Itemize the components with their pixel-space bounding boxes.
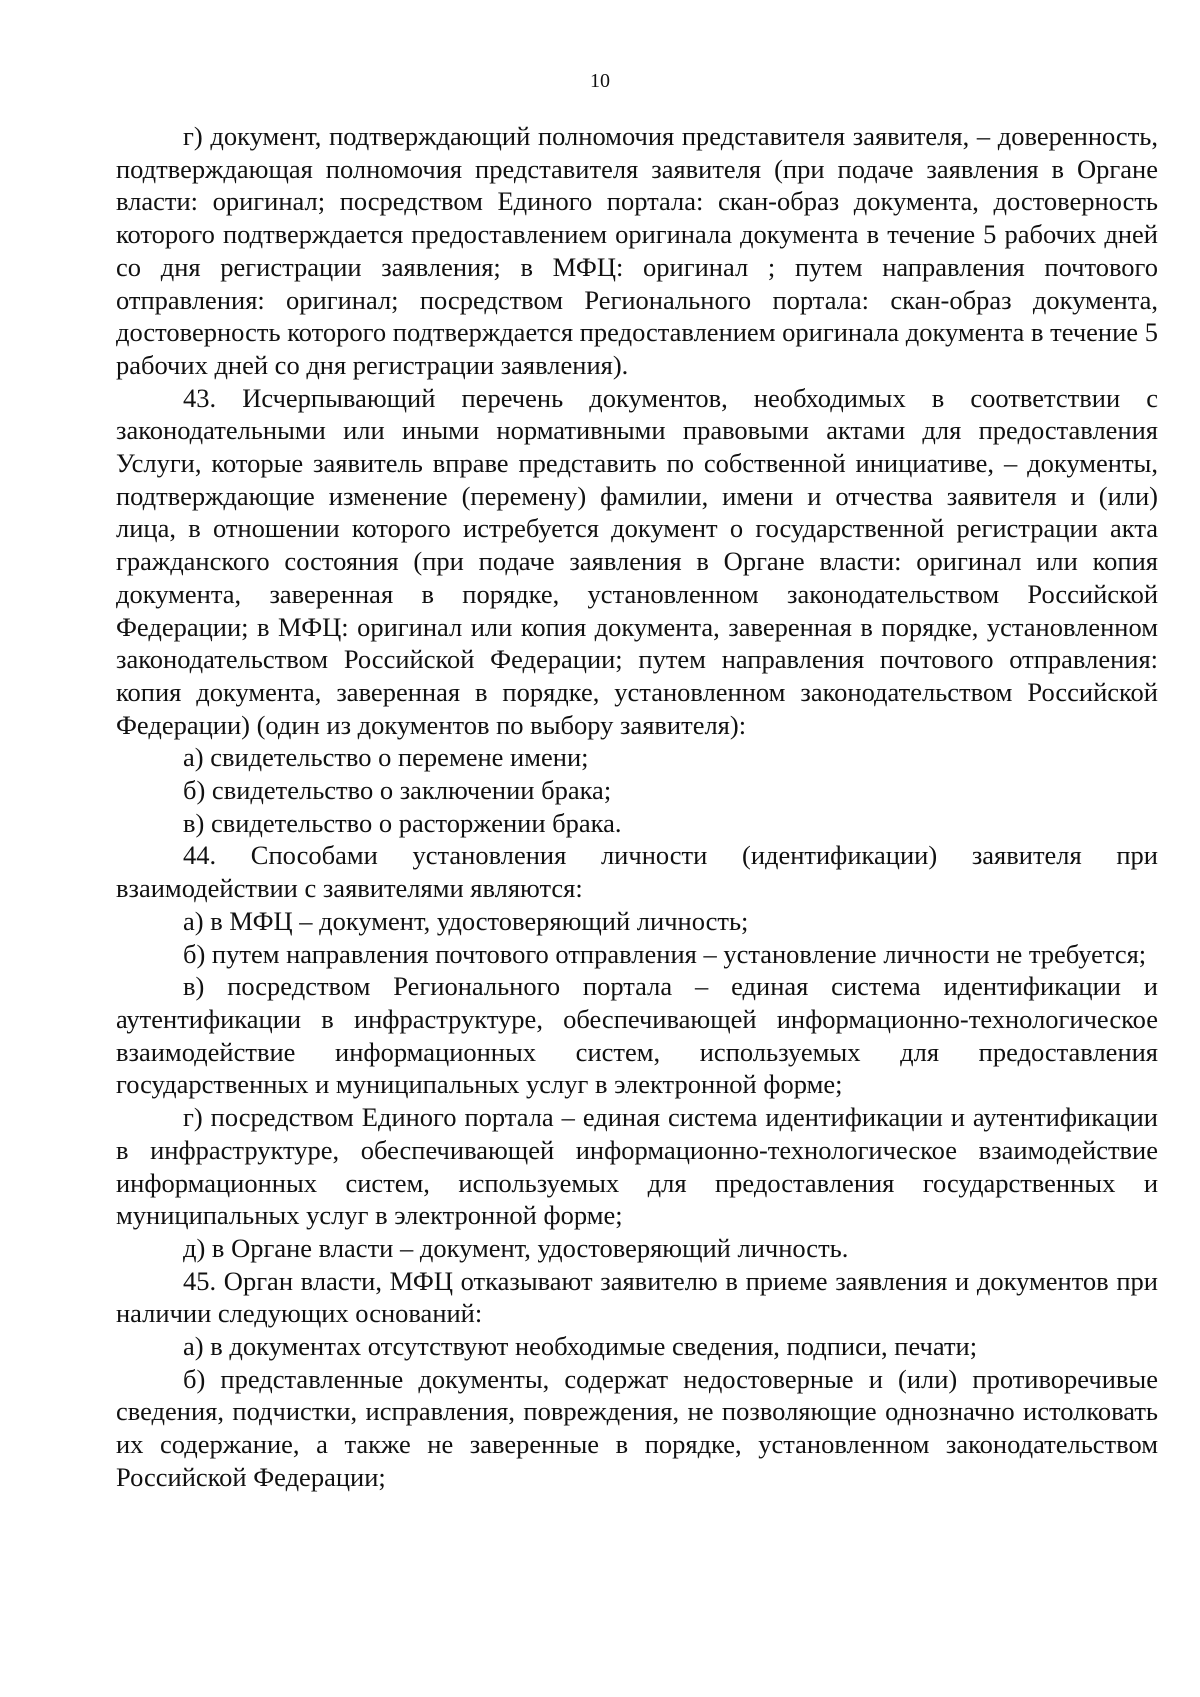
paragraph-43-documents-list: 43. Исчерпывающий перечень документов, необходимых в соответствии с законодательными или иными нормативными правовыми актами для предоставления Услуги, которые заявитель вправе представить по собственной инициативе, – документы, подтверждающие изменение (перемену) фамилии, имени и отчества заявителя и (или) лица, в отношении которого истребуется документ о государственной регистрации акта гражданского состояния (при подаче заявления в Органе власти: оригинал или копия документа, заверенная в порядке, установленном законодательством Российской Федерации; в МФЦ: оригинал или копия документа, заверенная в порядке, установленном законодательством Российской Федерации; путем направления почтового отправления: копия документа, заверенная в порядке, установленном законодательством Российской Федерации) (один из документов по выбору заявителя):	[116, 382, 1158, 740]
document-body	[116, 120, 1158, 1494]
list-item-missing-information: а) в документах отсутствуют необходимые сведения, подписи, печати;	[183, 1331, 978, 1362]
page-number: 10	[590, 70, 610, 92]
list-item-unified-portal-identification: г) посредством Единого портала – единая система идентификации и аутентификации в инфраструктуре, обеспечивающей информационно-технологическое взаимодействие информационных систем, используемых для предоставления государственных и муниципальных услуг в электронной форме;	[116, 1102, 1158, 1231]
list-item-name-change-certificate: а) свидетельство о перемене имени;	[183, 742, 589, 773]
paragraph-44-identification-methods: 44. Способами установления личности (идентификации) заявителя при взаимодействии с заявителями являются:	[116, 840, 1158, 904]
list-item-invalid-information: б) представленные документы, содержат недостоверные и (или) противоречивые сведения, подчистки, исправления, повреждения, не позволяющие однозначно истолковать их содержание, а также не заверенные в порядке, установленном законодательством Российской Федерации;	[116, 1363, 1158, 1492]
list-item-authority-identification: д) в Органе власти – документ, удостоверяющий личность.	[183, 1232, 849, 1263]
list-item-mfc-identification: а) в МФЦ – документ, удостоверяющий личность;	[183, 905, 749, 936]
paragraph-45-refusal-grounds: 45. Орган власти, МФЦ отказывают заявителю в приеме заявления и документов при наличии следующих оснований:	[116, 1265, 1158, 1329]
list-item-postal-identification: б) путем направления почтового отправления – установление личности не требуется;	[183, 938, 1147, 969]
list-item-regional-portal-identification: в) посредством Регионального портала – единая система идентификации и аутентификации в инфраструктуре, обеспечивающей информационно-технологическое взаимодействие информационных систем, используемых для предоставления государственных и муниципальных услуг в электронной форме;	[116, 971, 1158, 1100]
list-item-divorce-certificate: в) свидетельство о расторжении брака.	[183, 807, 622, 838]
paragraph-item-g-representative-document: г) документ, подтверждающий полномочия представителя заявителя, – доверенность, подтверждающая полномочия представителя заявителя (при подаче заявления в Органе власти: оригинал; посредством Единого портала: скан-образ документа, достоверность которого подтверждается предоставлением оригинала документа в течение 5 рабочих дней со дня регистрации заявления; в МФЦ: оригинал ; путем направления почтового отправления: оригинал; посредством Регионального портала: скан-образ документа, достоверность которого подтверждается предоставлением оригинала документа в течение 5 рабочих дней со дня регистрации заявления).	[116, 121, 1158, 380]
list-item-marriage-certificate: б) свидетельство о заключении брака;	[183, 775, 612, 806]
